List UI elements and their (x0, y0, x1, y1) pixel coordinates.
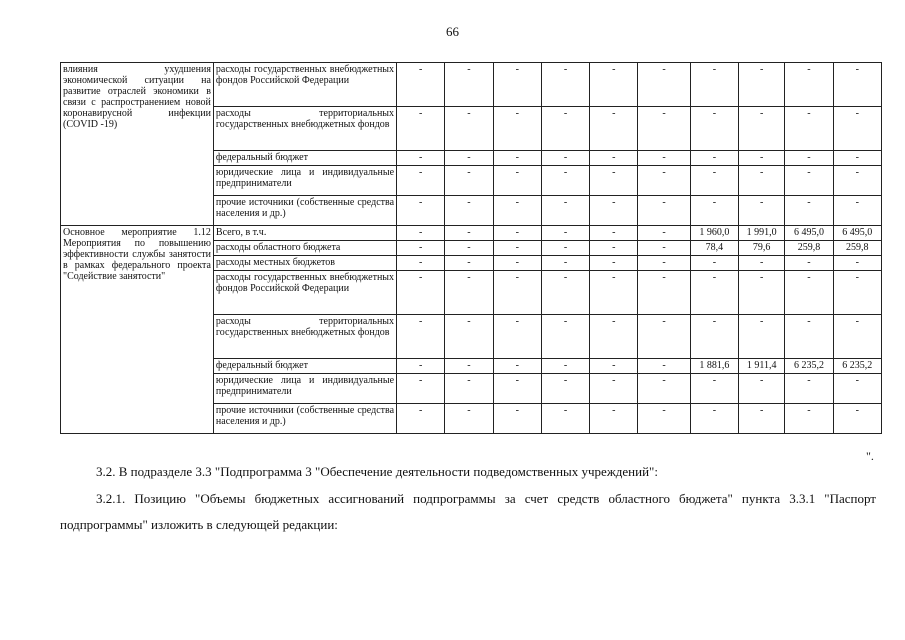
value-cell: - (493, 166, 541, 196)
value-cell: - (541, 196, 589, 226)
value-cell: - (397, 315, 445, 359)
funding-source-cell: Всего, в т.ч. (213, 226, 396, 241)
value-cell: - (493, 107, 541, 151)
funding-source-cell: юридические лица и индивидуальные предприниматели (213, 374, 396, 404)
value-cell: - (541, 359, 589, 374)
value-cell: - (739, 166, 785, 196)
value-cell: - (638, 226, 690, 241)
value-cell: - (445, 404, 493, 434)
paragraph-3-2-1-text: 3.2.1. Позицию "Объемы бюджетных ассигнований подпрограммы за счет средств областного бюджета" пункта 3.3.1 "Паспорт подпрограммы" изложить в следующей редакции: (60, 491, 876, 532)
value-cell: - (493, 315, 541, 359)
value-cell: - (541, 271, 589, 315)
value-cell: 6 235,2 (833, 359, 881, 374)
value-cell: - (493, 226, 541, 241)
value-cell: - (493, 256, 541, 271)
value-cell: - (785, 374, 833, 404)
value-cell: - (590, 151, 638, 166)
value-cell: - (493, 374, 541, 404)
value-cell: - (541, 241, 589, 256)
value-cell: - (739, 63, 785, 107)
funding-source-cell: прочие источники (собственные средства населения и др.) (213, 404, 396, 434)
value-cell: - (638, 196, 690, 226)
value-cell: - (397, 63, 445, 107)
value-cell: - (739, 404, 785, 434)
value-cell: - (638, 404, 690, 434)
value-cell: - (541, 107, 589, 151)
funding-source-cell: расходы областного бюджета (213, 241, 396, 256)
funding-source-cell: прочие источники (собственные средства населения и др.) (213, 196, 396, 226)
value-cell: - (785, 271, 833, 315)
value-cell: - (785, 166, 833, 196)
value-cell: - (638, 271, 690, 315)
value-cell: 6 495,0 (833, 226, 881, 241)
value-cell: - (690, 404, 738, 434)
value-cell: - (833, 271, 881, 315)
value-cell: - (397, 107, 445, 151)
value-cell: - (590, 256, 638, 271)
value-cell: - (690, 151, 738, 166)
value-cell: - (690, 166, 738, 196)
value-cell: - (690, 315, 738, 359)
value-cell: - (690, 63, 738, 107)
value-cell: - (690, 107, 738, 151)
budget-table (60, 62, 882, 434)
value-cell: 6 235,2 (785, 359, 833, 374)
funding-source-cell: расходы местных бюджетов (213, 256, 396, 271)
funding-source-cell: расходы государственных внебюджетных фондов Российской Федерации (213, 271, 396, 315)
event-name-cell: Основное мероприятие 1.12 Мероприятия по повышению эффективности службы занятости в рамках федерального проекта "Содействие занятости" (61, 226, 214, 434)
value-cell: - (541, 374, 589, 404)
table-row (61, 226, 882, 241)
value-cell: - (541, 226, 589, 241)
value-cell: - (445, 256, 493, 271)
value-cell: - (690, 256, 738, 271)
value-cell: - (397, 226, 445, 241)
value-cell: - (541, 151, 589, 166)
value-cell: - (397, 271, 445, 315)
value-cell: - (833, 256, 881, 271)
value-cell: - (397, 374, 445, 404)
value-cell: 259,8 (785, 241, 833, 256)
value-cell: - (739, 196, 785, 226)
value-cell: - (541, 166, 589, 196)
value-cell: - (785, 256, 833, 271)
paragraph-3-2-1 (60, 486, 876, 538)
value-cell: - (541, 404, 589, 434)
value-cell: - (739, 315, 785, 359)
value-cell: - (397, 166, 445, 196)
value-cell: 6 495,0 (785, 226, 833, 241)
value-cell: - (590, 374, 638, 404)
table-row (61, 63, 882, 107)
event-name-cell: влияния ухудшения экономической ситуации на развитие отраслей экономики в связи с распространением новой коронавирусной инфекции (COVID -19) (61, 63, 214, 226)
value-cell: - (445, 271, 493, 315)
value-cell: - (690, 271, 738, 315)
value-cell: - (493, 63, 541, 107)
value-cell: - (445, 196, 493, 226)
value-cell: - (445, 359, 493, 374)
value-cell: - (785, 151, 833, 166)
value-cell: - (833, 63, 881, 107)
funding-source-cell: федеральный бюджет (213, 359, 396, 374)
value-cell: 259,8 (833, 241, 881, 256)
value-cell: - (833, 107, 881, 151)
value-cell: - (638, 166, 690, 196)
value-cell: - (739, 271, 785, 315)
value-cell: 1 881,6 (690, 359, 738, 374)
value-cell: - (785, 63, 833, 107)
value-cell: - (833, 404, 881, 434)
value-cell: - (590, 359, 638, 374)
value-cell: - (739, 151, 785, 166)
value-cell: - (397, 256, 445, 271)
value-cell: - (739, 107, 785, 151)
value-cell: - (397, 359, 445, 374)
value-cell: - (590, 226, 638, 241)
closing-quote-mark: ". (866, 449, 874, 463)
funding-source-cell: юридические лица и индивидуальные предприниматели (213, 166, 396, 196)
value-cell: - (493, 404, 541, 434)
value-cell: - (638, 151, 690, 166)
value-cell: - (833, 151, 881, 166)
value-cell: - (590, 315, 638, 359)
value-cell: - (397, 196, 445, 226)
value-cell: - (397, 241, 445, 256)
value-cell: - (493, 359, 541, 374)
funding-source-cell: федеральный бюджет (213, 151, 396, 166)
value-cell: - (493, 196, 541, 226)
value-cell: - (785, 315, 833, 359)
funding-source-cell: расходы территориальных государственных внебюджетных фондов (213, 315, 396, 359)
value-cell: - (590, 271, 638, 315)
value-cell: - (590, 196, 638, 226)
value-cell: 1 911,4 (739, 359, 785, 374)
value-cell: - (638, 359, 690, 374)
value-cell: - (833, 166, 881, 196)
budget-table-body (61, 63, 882, 434)
value-cell: - (590, 63, 638, 107)
value-cell: - (638, 315, 690, 359)
value-cell: - (590, 241, 638, 256)
value-cell: - (739, 374, 785, 404)
value-cell: - (541, 256, 589, 271)
paragraph-3-2-text: 3.2. В подразделе 3.3 "Подпрограмма 3 "Обеспечение деятельности подведомственных учреждений": (96, 464, 658, 479)
value-cell: - (445, 107, 493, 151)
value-cell: 1 991,0 (739, 226, 785, 241)
value-cell: - (590, 404, 638, 434)
value-cell: 1 960,0 (690, 226, 738, 241)
funding-source-cell: расходы государственных внебюджетных фондов Российской Федерации (213, 63, 396, 107)
value-cell: - (445, 241, 493, 256)
value-cell: - (445, 315, 493, 359)
value-cell: - (493, 271, 541, 315)
value-cell: - (397, 151, 445, 166)
value-cell: - (445, 226, 493, 241)
value-cell: - (638, 256, 690, 271)
value-cell: - (833, 315, 881, 359)
value-cell: 79,6 (739, 241, 785, 256)
value-cell: - (541, 63, 589, 107)
funding-source-cell: расходы территориальных государственных внебюджетных фондов (213, 107, 396, 151)
value-cell: - (541, 315, 589, 359)
value-cell: - (785, 404, 833, 434)
value-cell: - (590, 166, 638, 196)
value-cell: - (739, 256, 785, 271)
value-cell: - (785, 107, 833, 151)
value-cell: 78,4 (690, 241, 738, 256)
value-cell: - (785, 196, 833, 226)
paragraph-3-2 (60, 459, 876, 485)
value-cell: - (493, 241, 541, 256)
value-cell: - (638, 63, 690, 107)
page-number: 66 (446, 24, 459, 39)
value-cell: - (833, 196, 881, 226)
value-cell: - (590, 107, 638, 151)
value-cell: - (445, 151, 493, 166)
value-cell: - (833, 374, 881, 404)
value-cell: - (445, 63, 493, 107)
value-cell: - (445, 374, 493, 404)
value-cell: - (638, 241, 690, 256)
value-cell: - (690, 374, 738, 404)
value-cell: - (397, 404, 445, 434)
value-cell: - (638, 374, 690, 404)
value-cell: - (690, 196, 738, 226)
value-cell: - (445, 166, 493, 196)
value-cell: - (638, 107, 690, 151)
value-cell: - (493, 151, 541, 166)
